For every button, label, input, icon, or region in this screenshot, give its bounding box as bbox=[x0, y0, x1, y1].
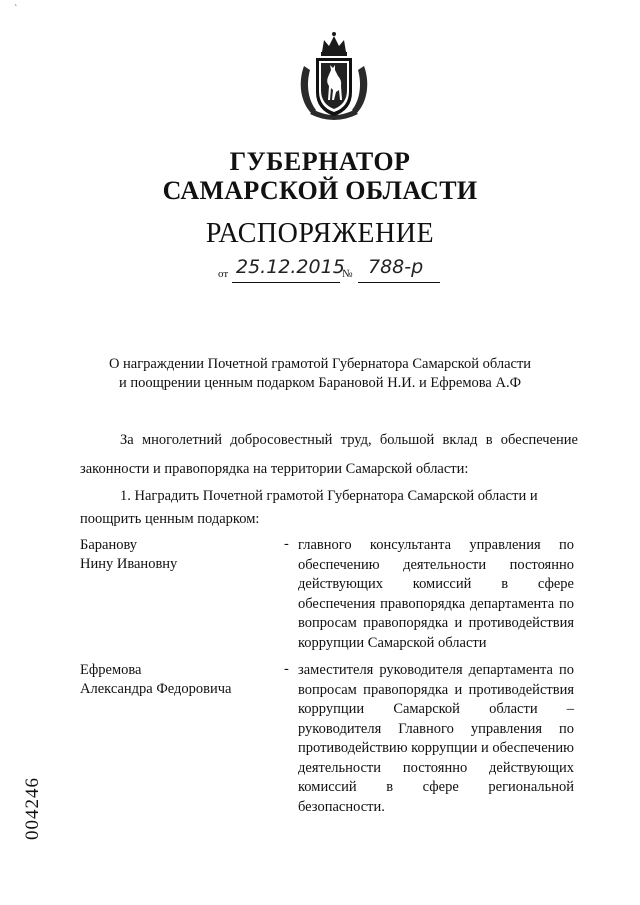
coat-of-arms-icon bbox=[296, 30, 372, 126]
date-value: 25.12.2015 bbox=[236, 256, 345, 278]
number-value: 788-р bbox=[368, 256, 424, 278]
awardee-1-surname: Баранову bbox=[80, 537, 138, 553]
awardee-2-name bbox=[80, 661, 232, 699]
authority-title-line2: САМАРСКОЙ ОБЛАСТИ bbox=[162, 176, 478, 205]
date-underline bbox=[232, 282, 340, 283]
awardee-1-given: Нину Ивановну bbox=[80, 556, 178, 572]
serial-number: 004246 bbox=[22, 777, 43, 840]
awardee-2-given: Александра Федоровича bbox=[80, 681, 232, 697]
awardee-1-dash: - bbox=[284, 536, 289, 552]
preamble-paragraph: За многолетний добросовестный труд, большой вклад в обеспечение законности и правопорядка на территории Самарской области: bbox=[80, 432, 578, 477]
date-label: от bbox=[218, 268, 229, 280]
coat-of-arms-emblem bbox=[296, 30, 372, 126]
document-meta bbox=[218, 256, 458, 290]
awardee-2-position: заместителя руководителя департамента по вопросам правопорядка и противодействия коррупции Самарской области – руководителя Главного управления по противодействию коррупции и обеспечению деятельности постоянно действующих комиссий в сфере региональной безопасности. bbox=[298, 662, 574, 815]
awardee-2-surname: Ефремова bbox=[80, 662, 142, 678]
document-type: РАСПОРЯЖЕНИЕ bbox=[205, 218, 435, 249]
subject-line2: и поощрении ценным подарком Барановой Н.И. и Ефремова А.Ф bbox=[118, 375, 522, 391]
clause-1-paragraph: 1. Наградить Почетной грамотой Губернатора Самарской области и bbox=[120, 488, 538, 504]
authority-title-line1: ГУБЕРНАТОР bbox=[229, 147, 411, 176]
subject-line1: О награждении Почетной грамотой Губернатора Самарской области bbox=[108, 356, 532, 372]
scan-mark: ` bbox=[14, 4, 18, 15]
awardee-1-position: главного консультанта управления по обеспечению деятельности постоянно действующих комиссий в сфере обеспечения правопорядка департамента по вопросам правопорядка и противодействия коррупции Самарской области bbox=[298, 537, 574, 651]
number-underline bbox=[358, 282, 440, 283]
number-label: № bbox=[342, 268, 353, 280]
document-subject bbox=[40, 355, 600, 393]
awardee-1-name bbox=[80, 536, 177, 574]
clause-1-continuation: поощрить ценным подарком: bbox=[80, 511, 260, 527]
awardee-2-dash: - bbox=[284, 661, 289, 677]
